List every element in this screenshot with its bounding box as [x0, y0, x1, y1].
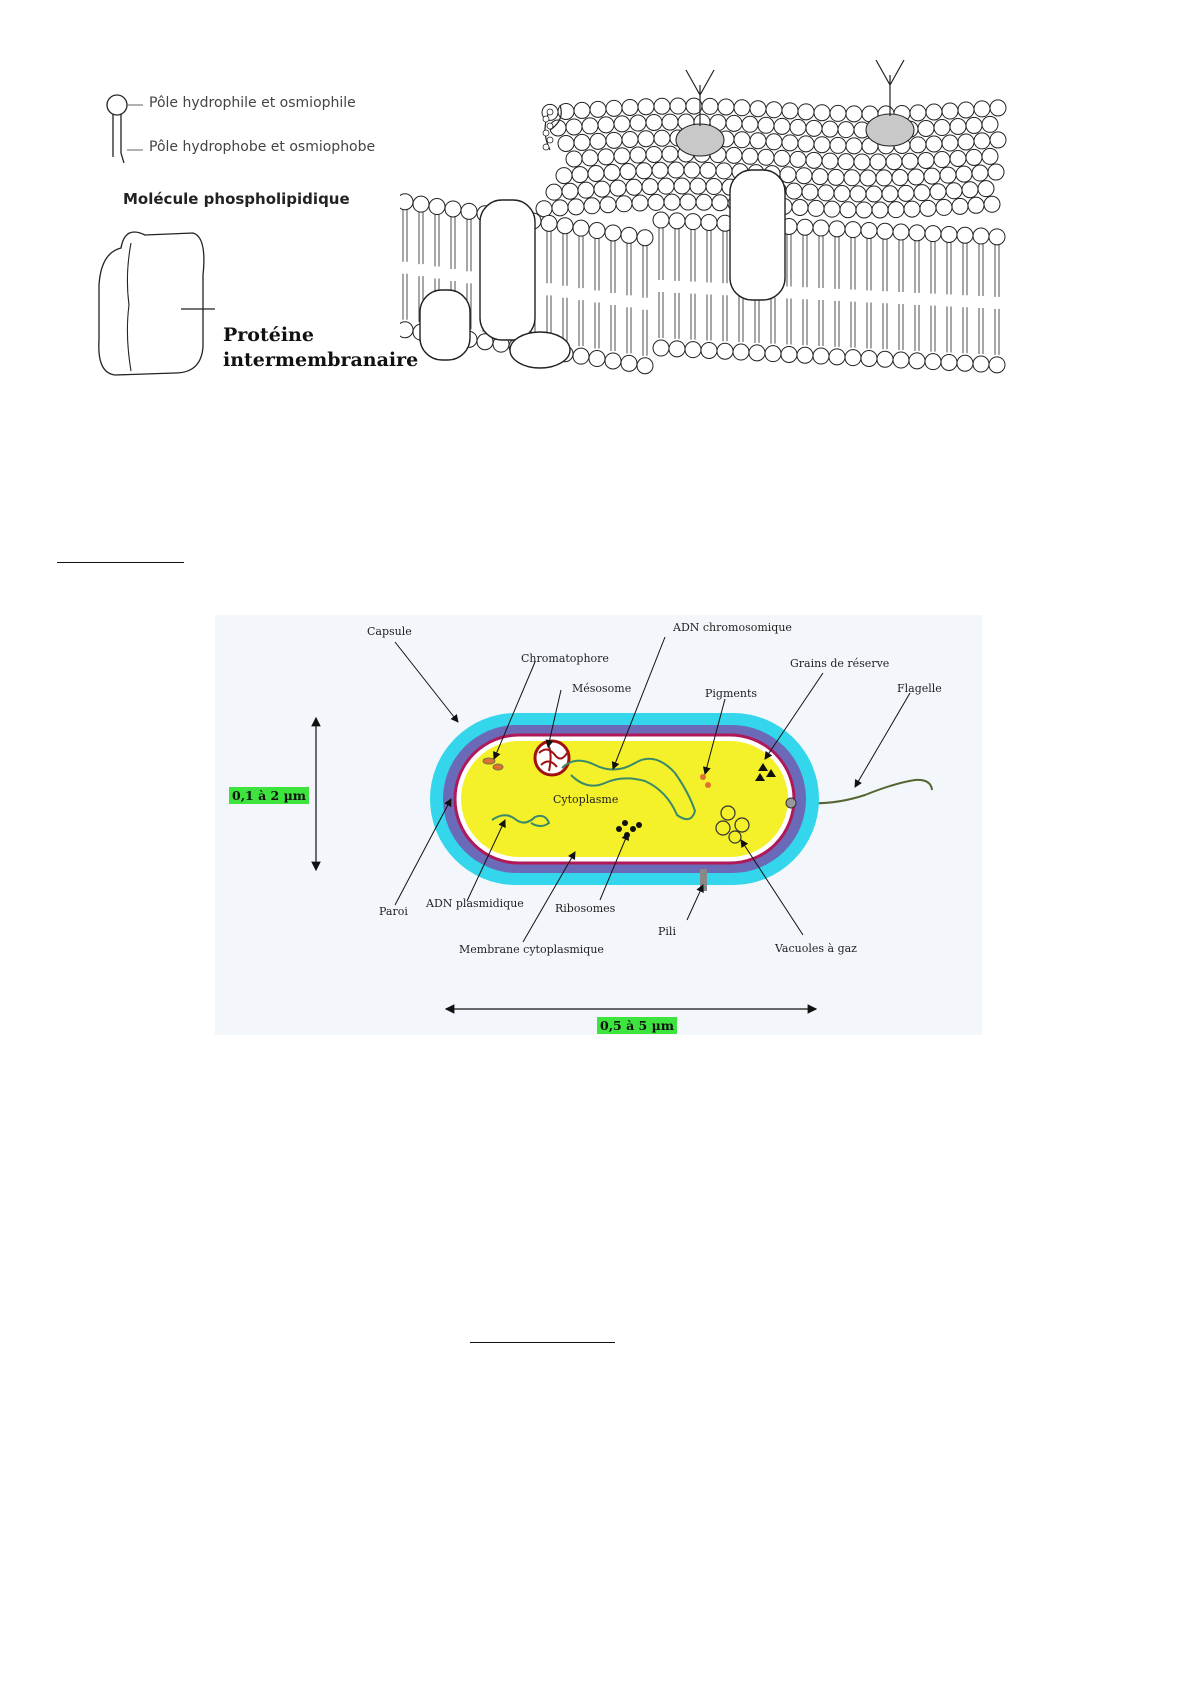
phospholipid-head [888, 202, 904, 218]
phospholipid-head [790, 151, 806, 167]
phospholipid-head [941, 354, 957, 370]
phospholipid-head [566, 119, 582, 135]
transmembrane-protein [730, 170, 785, 300]
phospholipid-head [610, 180, 626, 196]
protein-label [223, 323, 418, 373]
phospholipid-head [909, 225, 925, 241]
phospholipid-head [742, 148, 758, 164]
phospholipid-head [630, 147, 646, 163]
phospholipid-head [750, 133, 766, 149]
label-membrane: Membrane cytoplasmique [459, 943, 604, 956]
hydrophobic-pole-label: Pôle hydrophobe et osmiophobe [149, 139, 376, 155]
label-chromatophore: Chromatophore [521, 652, 609, 665]
phospholipid-head [638, 131, 654, 147]
phospholipid-head [669, 341, 685, 357]
phospholipid-head [429, 199, 445, 215]
phospholipid-head [662, 114, 678, 130]
phospholipid-head [982, 148, 998, 164]
phospholipid-head [588, 166, 604, 182]
phospholipid-head [461, 203, 477, 219]
phospholipid-head [670, 98, 686, 114]
phospholipid-head [750, 101, 766, 117]
phospholipid-head [830, 137, 846, 153]
phospholipid-head [734, 132, 750, 148]
phospholipid-head [573, 348, 589, 364]
phospholipid-head [604, 164, 620, 180]
phospholipid-head [882, 186, 898, 202]
phospholipid-head [909, 353, 925, 369]
label-mesosome: Mésosome [572, 682, 632, 695]
phospholipid-head [924, 168, 940, 184]
phospholipid-head [616, 196, 632, 212]
phospholipid-head [445, 201, 461, 217]
phospholipid-head [606, 100, 622, 116]
phospholipid-head [590, 101, 606, 117]
phospholipid-head [822, 121, 838, 137]
flagellum-base [786, 798, 796, 808]
phospholipid-head [860, 170, 876, 186]
phospholipid-head [774, 118, 790, 134]
phospholipid-head [557, 218, 573, 234]
phospholipid-head [546, 184, 562, 200]
phospholipid-head [925, 226, 941, 242]
membrane-legend [85, 85, 419, 405]
phospholipid-head [717, 343, 733, 359]
phospholipid-head [957, 355, 973, 371]
phospholipid-head [936, 199, 952, 215]
phospholipid-head [774, 150, 790, 166]
phospholipid-head [782, 103, 798, 119]
phospholipid-head [942, 135, 958, 151]
phospholipid-head [652, 162, 668, 178]
phospholipid-head [574, 134, 590, 150]
phospholipid-head [925, 354, 941, 370]
phospholipid-head [972, 165, 988, 181]
phospholipid-head [658, 178, 674, 194]
phospholipid-head [734, 100, 750, 116]
phospholipid-head [702, 98, 718, 114]
phospholipid-head [654, 130, 670, 146]
phospholipid-head [893, 224, 909, 240]
phospholipid-head [940, 167, 956, 183]
phospholipid-head [893, 352, 909, 368]
phospholipid-head [808, 200, 824, 216]
phospholipid-head [605, 353, 621, 369]
phospholipid-head [950, 150, 966, 166]
phospholipid-head [606, 132, 622, 148]
bacterium-diagram [215, 615, 982, 1035]
phospholipid-head [766, 102, 782, 118]
phospholipid-head [626, 179, 642, 195]
phospholipid-head [828, 169, 844, 185]
glycoprotein [676, 124, 724, 156]
phospholipid-head [622, 131, 638, 147]
phospholipid-head [716, 163, 732, 179]
phospholipid-head [680, 194, 696, 210]
phospholipid-head [400, 322, 413, 338]
phospholipid-head [926, 104, 942, 120]
hydrophilic-pole-label: Pôle hydrophile et osmiophile [149, 95, 356, 111]
sugar-unit [547, 109, 553, 115]
phospholipid-head [813, 220, 829, 236]
phospholipid-head [958, 134, 974, 150]
phospholipid-head [637, 358, 653, 374]
phospholipid-head [664, 194, 680, 210]
phospholipid-head [798, 104, 814, 120]
phospholipid-head [838, 154, 854, 170]
phospholipid-head [782, 135, 798, 151]
phospholipid-head [712, 195, 728, 211]
label-pili: Pili [658, 925, 676, 938]
glycoprotein [866, 114, 914, 146]
chromatophore [493, 764, 503, 770]
phospholipid-head [400, 194, 413, 210]
phospholipid-head [653, 212, 669, 228]
phospholipid-head [648, 194, 664, 210]
phospholipid-head [598, 117, 614, 133]
phospholipid-head [742, 116, 758, 132]
phospholipid-head [582, 118, 598, 134]
phospholipid-head [653, 340, 669, 356]
phospholipid-head [898, 185, 914, 201]
phospholipid-head [968, 197, 984, 213]
phospholipid-head [620, 164, 636, 180]
phospholipid-head [413, 196, 429, 212]
phospholipid-head [973, 228, 989, 244]
phospholipid-head [598, 149, 614, 165]
phospholipid-head [622, 99, 638, 115]
phospholipid-head [845, 222, 861, 238]
phospholipid-head [589, 223, 605, 239]
phospholipid-head [941, 226, 957, 242]
phospholipid-head [861, 222, 877, 238]
phospholipid-head [974, 101, 990, 117]
phospholipid-head [946, 183, 962, 199]
phospholipid-head [877, 351, 893, 367]
phospholipid-head [818, 185, 834, 201]
phospholipid-head [636, 163, 652, 179]
phospholipid-head [552, 200, 568, 216]
phospholipid-head [792, 199, 808, 215]
phospholipid-head [966, 117, 982, 133]
phospholipid-head [685, 342, 701, 358]
phospholipid-head [822, 153, 838, 169]
phospholipid-head [934, 120, 950, 136]
phospholipid-head [685, 214, 701, 230]
phospholipid-head [642, 179, 658, 195]
phospholipid-head [978, 181, 994, 197]
phospholipid-head [568, 199, 584, 215]
sugar-unit [547, 123, 553, 129]
phospholipid-head [892, 170, 908, 186]
phospholipid-head [802, 184, 818, 200]
phospholipid-head [701, 342, 717, 358]
phospholipid-head [956, 166, 972, 182]
phospholipid-head [594, 181, 610, 197]
phospholipid-head [902, 153, 918, 169]
phospholipid-head [638, 99, 654, 115]
cytoplasm [461, 741, 788, 857]
phospholipid-head [706, 179, 722, 195]
phospholipid-head [989, 357, 1005, 373]
phospholipid-head [766, 134, 782, 150]
phospholipid-title: Molécule phospholipidique [123, 190, 350, 208]
phospholipid-head [834, 186, 850, 202]
phospholipid-head [700, 162, 716, 178]
phospholipid-head [966, 149, 982, 165]
phospholipid-head [866, 186, 882, 202]
label-adn-chromosomique: ADN chromosomique [673, 621, 792, 634]
phospholipid-head [846, 138, 862, 154]
phospholipid-head [696, 194, 712, 210]
phospholipid-head [669, 213, 685, 229]
phospholipid-head [840, 202, 856, 218]
phospholipid-head [765, 346, 781, 362]
protein-label-line1: Protéine [223, 324, 314, 346]
sugar-unit [543, 144, 549, 150]
protein-label-line2: intermembranaire [223, 349, 419, 371]
phospholipid-head [861, 350, 877, 366]
phospholipid-head [962, 182, 978, 198]
label-flagelle: Flagelle [897, 682, 942, 695]
phospholipid-head [637, 230, 653, 246]
phospholipid-head [614, 148, 630, 164]
phospholipid-head [646, 114, 662, 130]
pigment [705, 782, 711, 788]
phospholipid-head [957, 227, 973, 243]
chromatophore [483, 758, 495, 764]
peripheral-protein [510, 332, 570, 368]
phospholipid-head [918, 120, 934, 136]
phospholipid-head [573, 220, 589, 236]
phospholipid-head [989, 229, 1005, 245]
phospholipid-head [926, 136, 942, 152]
phospholipid-head [582, 150, 598, 166]
phospholipid-head [632, 195, 648, 211]
phospholipid-head [904, 201, 920, 217]
phospholipid-head [918, 152, 934, 168]
flagellum [803, 780, 932, 803]
phospholipid-head [621, 227, 637, 243]
phospholipid-head [824, 201, 840, 217]
phospholipid-head [876, 170, 892, 186]
phospholipid-head [797, 219, 813, 235]
label-cytoplasme: Cytoplasme [553, 793, 619, 806]
phospholipid-head [630, 115, 646, 131]
phospholipid-head [798, 136, 814, 152]
phospholipid-head [886, 154, 902, 170]
phospholipid-head [749, 345, 765, 361]
pigment [700, 774, 706, 780]
phospholipid-head [621, 355, 637, 371]
phospholipid-head [872, 202, 888, 218]
phospholipid-head [556, 168, 572, 184]
label-pigments: Pigments [705, 687, 758, 700]
phospholipid-head [910, 137, 926, 153]
phospholipid-head [654, 98, 670, 114]
phospholipid-head [870, 154, 886, 170]
phospholipid-head [662, 146, 678, 162]
sugar-unit [543, 116, 549, 122]
sugar-unit [543, 130, 549, 136]
sugar-unit [547, 137, 553, 143]
phospholipid-head [814, 105, 830, 121]
phospholipid-head [814, 137, 830, 153]
phospholipid-head [674, 178, 690, 194]
phospholipid-head [668, 162, 684, 178]
phospholipid-head [684, 162, 700, 178]
phospholipid-molecule-icon [107, 95, 143, 163]
phospholipid-head [910, 105, 926, 121]
phospholipid-head [558, 135, 574, 151]
phospholipid-head [536, 201, 552, 217]
label-vacuoles: Vacuoles à gaz [775, 942, 857, 955]
phospholipid-head [934, 152, 950, 168]
phospholipid-head [952, 198, 968, 214]
phospholipid-head [781, 346, 797, 362]
phospholipid-head [958, 102, 974, 118]
transmembrane-protein [420, 290, 470, 360]
phospholipid-head [988, 164, 1004, 180]
phospholipid-head [930, 184, 946, 200]
phospholipid-head [600, 197, 616, 213]
width-dimension-badge: 0,1 à 2 µm [229, 787, 309, 804]
phospholipid-head [920, 200, 936, 216]
phospholipid-head [590, 133, 606, 149]
phospholipid-head [589, 351, 605, 367]
phospholipid-head [942, 103, 958, 119]
lipid-bilayer-illustration [400, 50, 1100, 420]
phospholipid-head [990, 100, 1006, 116]
phospholipid-head [877, 223, 893, 239]
phospholipid-head [797, 347, 813, 363]
phospholipid-head [786, 183, 802, 199]
phospholipid-head [914, 185, 930, 201]
label-ribosomes: Ribosomes [555, 902, 616, 915]
phospholipid-head [813, 348, 829, 364]
phospholipid-head [566, 151, 582, 167]
mesosome [535, 741, 569, 775]
phospholipid-head [614, 116, 630, 132]
section-heading-underline [57, 562, 184, 563]
phospholipid-head [733, 344, 749, 360]
phospholipid-head [718, 99, 734, 115]
phospholipid-head [790, 119, 806, 135]
label-adn-plasmidique: ADN plasmidique [426, 897, 524, 910]
label-grains-reserve: Grains de réserve [790, 657, 890, 670]
phospholipid-head [850, 186, 866, 202]
length-dimension-badge: 0,5 à 5 µm [597, 1017, 677, 1034]
phospholipid-head [541, 215, 557, 231]
phospholipid-head [854, 154, 870, 170]
phospholipid-head [726, 147, 742, 163]
phospholipid-head [758, 149, 774, 165]
phospholipid-head [846, 106, 862, 122]
phospholipid-head [562, 183, 578, 199]
phospholipid-head [646, 146, 662, 162]
transmembrane-protein [480, 200, 535, 340]
phospholipid-head [844, 170, 860, 186]
phospholipid-head [574, 102, 590, 118]
phospholipid-head [982, 116, 998, 132]
section-heading-underline-2 [470, 1342, 615, 1343]
phospholipid-head [829, 221, 845, 237]
phospholipid-head [726, 115, 742, 131]
phospholipid-head [973, 356, 989, 372]
phospholipid-head [701, 214, 717, 230]
protein-outline-icon [99, 232, 215, 375]
pilus [700, 869, 707, 891]
phospholipid-head [806, 152, 822, 168]
phospholipid-head [830, 105, 846, 121]
phospholipid-head [812, 169, 828, 185]
phospholipid-head [974, 133, 990, 149]
phospholipid-head [690, 178, 706, 194]
phospholipid-head [605, 225, 621, 241]
phospholipid-head [758, 117, 774, 133]
phospholipid-head [856, 202, 872, 218]
phospholipid-head [908, 169, 924, 185]
phospholipid-head [845, 350, 861, 366]
phospholipid-head [984, 196, 1000, 212]
phospholipid-head [838, 122, 854, 138]
bacterium-drawing [215, 615, 982, 1035]
label-paroi: Paroi [379, 905, 408, 918]
phospholipid-head [796, 168, 812, 184]
phospholipid-head [829, 349, 845, 365]
phospholipid-head [572, 167, 588, 183]
phospholipid-head [950, 118, 966, 134]
label-capsule: Capsule [367, 625, 412, 638]
phospholipid-head [990, 132, 1006, 148]
phospholipid-head [806, 120, 822, 136]
phospholipid-head [578, 182, 594, 198]
phospholipid-head [584, 198, 600, 214]
